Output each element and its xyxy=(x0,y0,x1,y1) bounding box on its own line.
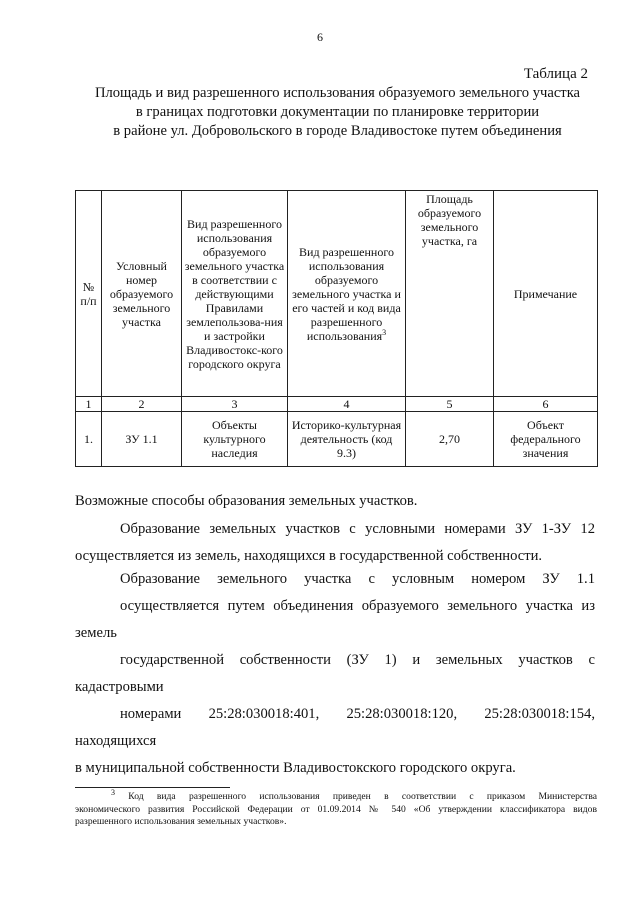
table-cell: Историко-культурная деятельность (код 9.3) xyxy=(288,412,406,467)
table-caption: Таблица 2 xyxy=(523,66,588,82)
header-cell-area: Площадь образуемого земельного участка, га xyxy=(406,191,494,397)
paragraph-line: номерами 25:28:030018:401, 25:28:030018:120, 25:28:030018:154, находящихся xyxy=(75,706,595,749)
title-line: Площадь и вид разрешенного использования образуемого земельного участка xyxy=(94,85,581,101)
paragraph-state-lands xyxy=(75,516,595,570)
footnote-line: экономического развития Российской Федерации от 01.09.2014 № 540 «Об утверждении классификатора видов xyxy=(75,803,597,815)
paragraph-line: осуществляется из земель, находящихся в государственной собственности. xyxy=(75,548,543,564)
header-cell-conditional-number: Условный номер образуемого земельного участка xyxy=(102,191,182,397)
column-number: 4 xyxy=(288,397,406,412)
column-number: 2 xyxy=(102,397,182,412)
footnote-text: Код вида разрешенного использования приведен в соответствии с приказом Министерства xyxy=(128,791,597,802)
column-number: 5 xyxy=(406,397,494,412)
footnote xyxy=(75,787,597,829)
paragraph-line: государственной собственности (ЗУ 1) и земельных участков с кадастровыми xyxy=(75,652,595,695)
paragraph-line: Образование земельного участка с условным номером ЗУ 1.1 xyxy=(120,571,595,587)
column-number-row xyxy=(76,397,598,412)
footnote-line: разрешенного использования земельных участков». xyxy=(75,816,287,827)
column-number: 1 xyxy=(76,397,102,412)
paragraph-line: осуществляется путем объединения образуемого земельного участка из земель xyxy=(75,598,595,641)
table-cell: Объекты культурного наследия xyxy=(182,412,288,467)
header-cell-permitted-use-code xyxy=(288,191,406,397)
title-line: в районе ул. Добровольского в городе Владивостоке путем объединения xyxy=(113,123,562,139)
paragraph-merge xyxy=(75,566,595,782)
title-line: в границах подготовки документации по планировке территории xyxy=(135,104,540,120)
header-cell-text: Вид разрешенного использования образуемого земельного участка и его частей и код вида разрешенного использования xyxy=(292,244,401,343)
footnote-mark: 3 xyxy=(111,787,115,797)
table-cell: ЗУ 1.1 xyxy=(102,412,182,467)
paragraph-formation-methods: Возможные способы образования земельных участков. xyxy=(75,493,418,509)
table-cell: 2,70 xyxy=(406,412,494,467)
footnote-mark: 3 xyxy=(382,327,387,337)
footnote-divider xyxy=(75,787,230,788)
header-row xyxy=(76,191,598,397)
header-cell-number: № п/п xyxy=(76,191,102,397)
land-plot-table xyxy=(75,190,598,467)
paragraph-line: Образование земельных участков с условными номерами ЗУ 1-ЗУ 12 xyxy=(120,521,595,537)
footnote-line xyxy=(75,787,597,804)
header-cell-permitted-use-rules: Вид разрешенного использования образуемого земельного участка в соответствии с действующими Правилами землепользова-ния и застройки Владивостокс-кого городского округа xyxy=(182,191,288,397)
header-cell-note: Примечание xyxy=(494,191,598,397)
column-number: 3 xyxy=(182,397,288,412)
table-cell: 1. xyxy=(76,412,102,467)
page-number: 6 xyxy=(317,30,323,44)
table-title xyxy=(60,84,615,141)
table-cell: Объект федерального значения xyxy=(494,412,598,467)
paragraph-line: в муниципальной собственности Владивостокского городского округа. xyxy=(75,760,516,776)
table-row xyxy=(76,412,598,467)
column-number: 6 xyxy=(494,397,598,412)
